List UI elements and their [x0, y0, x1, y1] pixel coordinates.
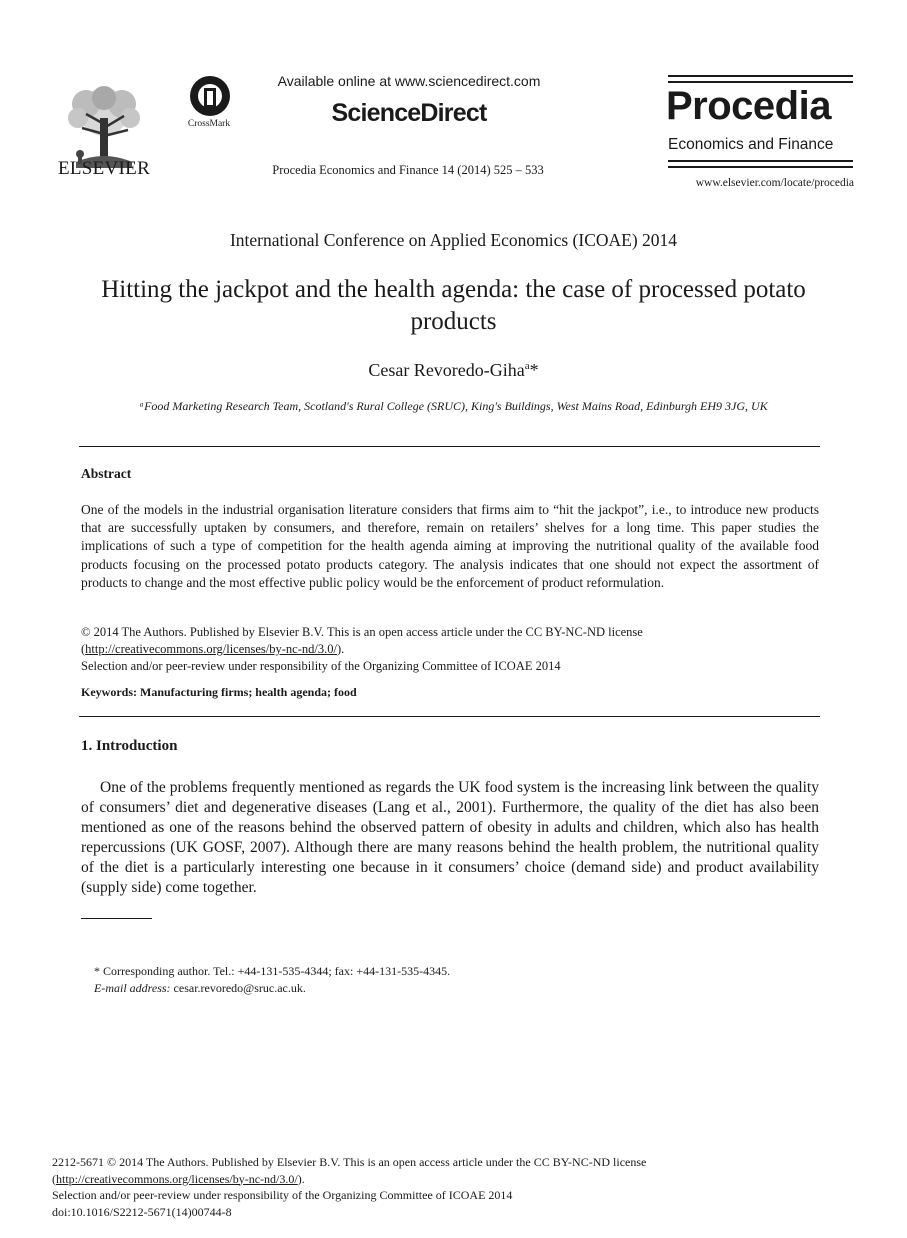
- bottom-license-close: ).: [297, 1171, 305, 1186]
- author-line: [0, 360, 907, 381]
- copyright-notice: [81, 624, 819, 675]
- bottom-license-line: [52, 1171, 832, 1188]
- author-affiliation-mark: a: [524, 360, 530, 372]
- procedia-bottom-rule: [668, 160, 853, 162]
- available-online-line: Available online at www.sciencedirect.com: [277, 73, 541, 89]
- abstract-heading: Abstract: [81, 466, 132, 481]
- affiliation: ᵃFood Marketing Research Team, Scotland's Rural College (SRUC), King's Buildings, West Mains Road, Edinburgh EH9 3JG, UK: [139, 399, 768, 413]
- email-label: E-mail address:: [94, 981, 171, 995]
- license-open: (: [81, 642, 86, 656]
- sciencedirect-logo: ScienceDirect: [331, 99, 487, 127]
- license-line: [81, 641, 819, 658]
- email-address[interactable]: cesar.revoredo@sruc.ac.uk.: [173, 981, 306, 995]
- footnote-rule: [81, 918, 152, 919]
- procedia-bottom-rule: [668, 166, 853, 168]
- introduction-heading: 1. Introduction: [81, 738, 178, 754]
- issn-copyright-line: 2212-5671 © 2014 The Authors. Published by Elsevier B.V. This is an open access article under the CC BY-NC-ND license: [52, 1155, 647, 1169]
- procedia-top-rule: [668, 81, 853, 83]
- license-link[interactable]: http://creativecommons.org/licenses/by-nc-nd/3.0/: [85, 642, 337, 656]
- elsevier-wordmark: ELSEVIER: [57, 158, 151, 179]
- author-name[interactable]: Cesar Revoredo-Giha: [368, 360, 525, 380]
- bottom-peer-review-line: Selection and/or peer-review under responsibility of the Organizing Committee of ICOAE 2014: [52, 1188, 513, 1202]
- license-close: ).: [336, 642, 345, 656]
- procedia-logo: Procedia: [666, 84, 831, 128]
- abstract-body: One of the models in the industrial organisation literature considers that firms aim to “hit the jackpot”, i.e., to introduce new products that are successfully uptaken by consumers, and therefore, remain on retailers’ shelves for a long time. This paper studies the implications of such a type of competition for the health agenda aiming at improving the nutritional quality of the available food products focusing on the processed potato products category. The analysis indicates that one should not expect the assortment of products to change and the most effective public policy would be the enforcement of product reformulation.: [81, 502, 819, 590]
- introduction-body: One of the problems frequently mentioned as regards the UK food system is the increasing link between the quality of consumers’ diet and degenerative diseases (Lang et al., 2001). Furthermore, the quality of the diet has also been mentioned as one of the reasons behind the observed pattern of obesity in adults and children, which also has health repercussions (UK GOSF, 2007). Although there are many reasons behind the health problem, the nutritional quality of the diet is a particularly interesting one because in it consumers’ choice (demand side) and product availability (supply side) come together.: [81, 779, 819, 896]
- bottom-license-open: (: [52, 1171, 56, 1186]
- procedia-top-rule: [668, 75, 853, 77]
- doi-line[interactable]: doi:10.1016/S2212-5671(14)00744-8: [52, 1204, 232, 1219]
- corresponding-star: *: [529, 360, 539, 380]
- keywords-line: Keywords: Manufacturing firms; health agenda; food: [81, 685, 357, 699]
- copyright-line: © 2014 The Authors. Published by Elsevier B.V. This is an open access article under the CC BY-NC-ND license: [81, 625, 643, 639]
- email-footnote: [94, 981, 306, 996]
- bottom-matter: [52, 1154, 832, 1220]
- peer-review-line: Selection and/or peer-review under responsibility of the Organizing Committee of ICOAE 2014: [81, 659, 561, 673]
- procedia-url[interactable]: www.elsevier.com/locate/procedia: [695, 177, 854, 189]
- corresponding-author-footnote: * Corresponding author. Tel.: +44-131-535-4344; fax: +44-131-535-4345.: [94, 964, 451, 978]
- journal-citation: Procedia Economics and Finance 14 (2014) 525 – 533: [272, 163, 544, 177]
- abstract-bottom-rule: [79, 716, 820, 717]
- conference-name: International Conference on Applied Economics (ICOAE) 2014: [229, 230, 678, 250]
- crossmark-label[interactable]: CrossMark: [187, 119, 231, 129]
- paper-title: Hitting the jackpot and the health agenda: the case of processed potato products: [101, 276, 806, 335]
- bottom-license-link[interactable]: http://creativecommons.org/licenses/by-nc-nd/3.0/: [56, 1171, 298, 1186]
- procedia-subtitle: Economics and Finance: [668, 136, 834, 153]
- abstract-top-rule: [79, 446, 820, 447]
